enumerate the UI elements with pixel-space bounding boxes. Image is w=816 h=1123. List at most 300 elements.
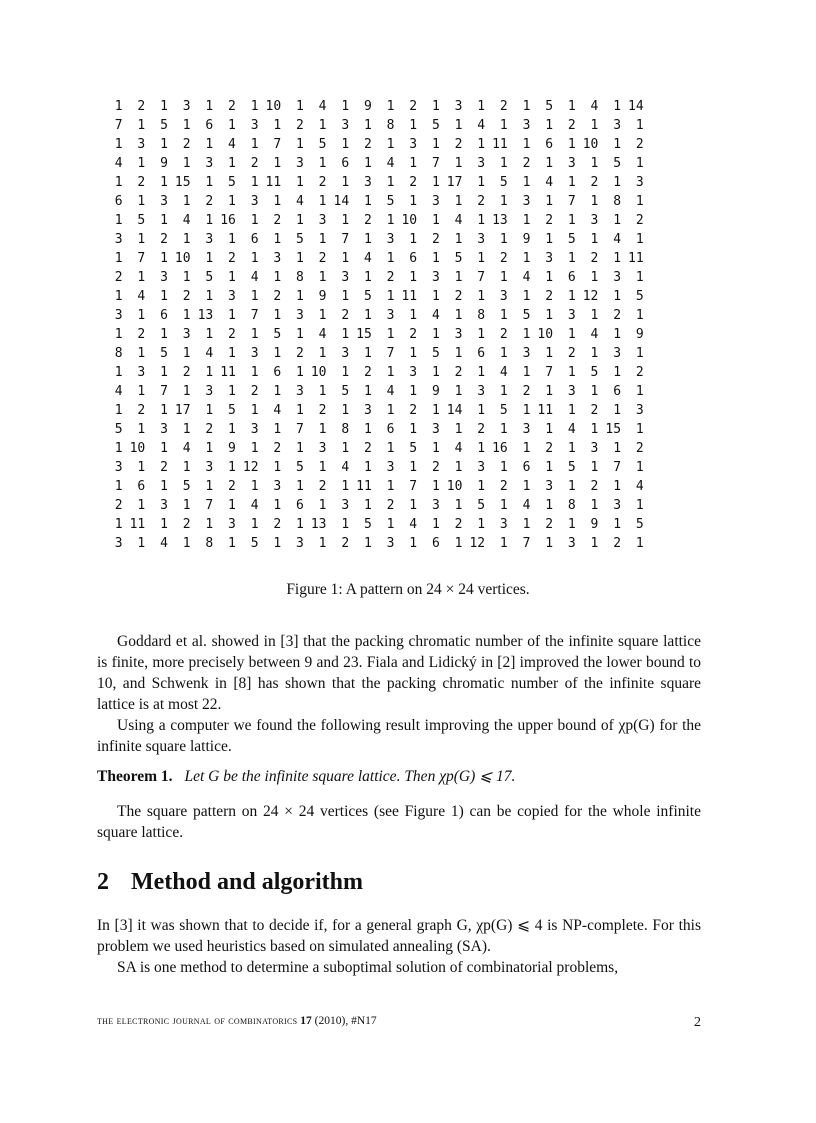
grid-cell: 1	[454, 346, 463, 361]
grid-cell: 1	[431, 289, 440, 304]
page-footer	[97, 1015, 701, 1031]
grid-cell: 1	[160, 327, 168, 342]
grid-cell: 1	[250, 175, 259, 190]
grid-cell: 7	[545, 365, 554, 380]
grid-cell: 1	[454, 194, 463, 209]
grid-cell: 7	[137, 251, 146, 266]
grid-cell: 6	[160, 308, 168, 323]
grid-cell: 1	[409, 194, 418, 209]
grid-cell: 7	[341, 232, 350, 247]
grid-cell: 3	[160, 270, 168, 285]
grid-cell: 1	[273, 270, 282, 285]
grid-cell: 3	[205, 384, 214, 399]
grid-cell: 2	[114, 270, 123, 285]
grid-cell: 1	[545, 194, 554, 209]
grid-cell: 5	[431, 346, 440, 361]
grid-cell: 3	[296, 308, 304, 323]
grid-cell: 1	[431, 479, 440, 494]
grid-cell: 1	[363, 422, 372, 437]
grid-cell: 1	[318, 536, 327, 551]
grid-cell: 3	[431, 498, 440, 513]
grid-cell: 11	[220, 365, 236, 380]
grid-cell: 1	[477, 365, 486, 380]
grid-cell: 10	[129, 441, 146, 456]
grid-cell: 1	[228, 346, 236, 361]
grid-cell: 2	[363, 137, 372, 152]
grid-cell: 1	[273, 118, 282, 133]
grid-cell: 14	[628, 99, 644, 114]
grid-cell: 1	[205, 365, 214, 380]
grid-cell: 1	[590, 422, 599, 437]
grid-cell: 1	[114, 517, 123, 532]
paragraph-goddard: Goddard et al. showed in [3] that the packing chromatic number of the infinite square lattice is finite, more precisely between 9 and 23. Fiala and Lidický in [2] improved the lower bound to 10, and Schwenk in [8] has shown that the packing chromatic number of the infinite square lattice is at most 22.	[97, 633, 701, 713]
grid-cell: 4	[182, 213, 191, 228]
grid-cell: 9	[522, 232, 531, 247]
grid-cell: 3	[273, 251, 282, 266]
grid-cell: 1	[341, 365, 350, 380]
grid-cell: 4	[499, 365, 508, 380]
grid-cell: 3	[613, 270, 622, 285]
grid-cell: 1	[363, 460, 372, 475]
grid-cell: 1	[318, 118, 327, 133]
grid-cell: 4	[318, 327, 327, 342]
grid-cell: 4	[590, 327, 599, 342]
grid-cell: 1	[431, 213, 440, 228]
grid-cell: 1	[318, 498, 327, 513]
grid-cell: 1	[635, 194, 644, 209]
grid-cell: 3	[205, 156, 214, 171]
grid-cell: 3	[273, 479, 282, 494]
grid-cell: 10	[401, 213, 418, 228]
grid-cell: 1	[545, 308, 554, 323]
grid-cell: 1	[409, 498, 418, 513]
grid-cell: 1	[522, 365, 531, 380]
grid-cell: 11	[356, 479, 372, 494]
grid-cell: 2	[567, 346, 576, 361]
grid-cell: 1	[590, 270, 599, 285]
grid-cell: 6	[431, 536, 440, 551]
grid-row	[100, 325, 644, 344]
grid-cell: 1	[182, 118, 191, 133]
grid-cell: 1	[522, 175, 531, 190]
grid-cell: 1	[137, 384, 146, 399]
grid-cell: 2	[273, 289, 282, 304]
grid-cell: 3	[205, 232, 214, 247]
grid-cell: 1	[228, 194, 236, 209]
grid-cell: 1	[273, 384, 282, 399]
grid-cell: 2	[363, 213, 372, 228]
grid-cell: 1	[590, 308, 599, 323]
grid-cell: 2	[477, 194, 486, 209]
footer-journal: the electronic journal of combinatorics	[97, 1015, 298, 1027]
grid-cell: 1	[160, 175, 168, 190]
grid-cell: 1	[499, 422, 508, 437]
grid-cell: 2	[499, 251, 508, 266]
grid-cell: 8	[296, 270, 304, 285]
grid-cell: 2	[635, 441, 644, 456]
grid-cell: 1	[182, 194, 191, 209]
grid-cell: 3	[431, 194, 440, 209]
grid-cell: 1	[205, 175, 214, 190]
grid-cell: 2	[545, 441, 554, 456]
grid-row	[100, 154, 644, 173]
grid-cell: 1	[545, 118, 554, 133]
grid-cell: 1	[160, 365, 168, 380]
grid-cell: 1	[499, 498, 508, 513]
grid-cell: 4	[250, 498, 259, 513]
grid-cell: 2	[590, 479, 599, 494]
grid-cell: 1	[205, 137, 214, 152]
grid-cell: 6	[567, 270, 576, 285]
grid-cell: 1	[296, 175, 304, 190]
figure-caption: Figure 1: A pattern on 24 × 24 vertices.	[286, 581, 530, 598]
grid-row	[100, 382, 644, 401]
grid-cell: 1	[341, 479, 350, 494]
grid-cell: 1	[613, 175, 622, 190]
grid-cell: 15	[174, 175, 191, 190]
grid-cell: 3	[454, 99, 463, 114]
grid-cell: 1	[250, 517, 259, 532]
grid-cell: 3	[296, 384, 304, 399]
grid-cell: 3	[409, 137, 418, 152]
grid-cell: 1	[114, 441, 123, 456]
grid-cell: 1	[341, 137, 350, 152]
grid-cell: 1	[477, 327, 486, 342]
grid-cell: 1	[296, 365, 304, 380]
grid-cell: 1	[522, 137, 531, 152]
grid-cell: 17	[174, 403, 191, 418]
section-heading	[97, 869, 363, 896]
grid-cell: 4	[522, 498, 531, 513]
grid-cell: 1	[613, 251, 622, 266]
grid-cell: 3	[228, 289, 236, 304]
grid-cell: 5	[363, 289, 372, 304]
grid-cell: 1	[160, 251, 168, 266]
grid-cell: 2	[590, 251, 599, 266]
grid-cell: 13	[492, 213, 508, 228]
grid-cell: 1	[499, 270, 508, 285]
grid-cell: 2	[182, 289, 191, 304]
grid-cell: 6	[613, 384, 622, 399]
grid-cell: 3	[341, 270, 350, 285]
grid-cell: 2	[409, 403, 418, 418]
grid-cell: 5	[137, 213, 146, 228]
grid-cell: 9	[228, 441, 236, 456]
grid-cell: 2	[613, 308, 622, 323]
grid-cell: 1	[386, 441, 395, 456]
grid-cell: 1	[454, 308, 463, 323]
grid-cell: 2	[499, 99, 508, 114]
grid-cell: 1	[386, 289, 395, 304]
grid-cell: 1	[205, 403, 214, 418]
grid-cell: 6	[522, 460, 531, 475]
grid-cell: 1	[454, 422, 463, 437]
grid-cell: 1	[137, 232, 146, 247]
grid-cell: 1	[635, 156, 644, 171]
grid-cell: 1	[296, 403, 304, 418]
grid-row	[100, 420, 644, 439]
grid-cell: 1	[590, 498, 599, 513]
grid-cell: 1	[363, 194, 372, 209]
grid-cell: 1	[137, 498, 146, 513]
grid-cell: 1	[273, 156, 282, 171]
grid-cell: 1	[635, 118, 644, 133]
grid-cell: 3	[522, 422, 531, 437]
grid-cell: 1	[137, 194, 146, 209]
grid-cell: 4	[522, 270, 531, 285]
grid-cell: 11	[537, 403, 554, 418]
grid-cell: 1	[567, 137, 576, 152]
grid-cell: 3	[296, 536, 304, 551]
grid-cell: 5	[341, 384, 350, 399]
grid-cell: 1	[409, 308, 418, 323]
grid-cell: 2	[635, 137, 644, 152]
grid-cell: 1	[318, 308, 327, 323]
grid-cell: 2	[431, 460, 440, 475]
grid-cell: 1	[431, 137, 440, 152]
grid-cell: 1	[363, 536, 372, 551]
grid-cell: 3	[386, 308, 395, 323]
grid-row	[100, 268, 644, 287]
grid-cell: 2	[545, 289, 554, 304]
grid-cell: 1	[477, 289, 486, 304]
grid-row	[100, 363, 644, 382]
grid-cell: 1	[160, 99, 168, 114]
grid-row	[100, 496, 644, 515]
grid-cell: 1	[296, 99, 304, 114]
grid-cell: 10	[265, 99, 282, 114]
grid-cell: 6	[205, 118, 214, 133]
grid-cell: 2	[545, 213, 554, 228]
grid-cell: 1	[250, 403, 259, 418]
grid-cell: 1	[613, 137, 622, 152]
grid-cell: 5	[273, 327, 282, 342]
grid-cell: 1	[590, 232, 599, 247]
grid-cell: 2	[522, 156, 531, 171]
grid-row	[100, 116, 644, 135]
grid-cell: 1	[567, 517, 576, 532]
grid-cell: 2	[205, 422, 214, 437]
grid-cell: 5	[409, 441, 418, 456]
grid-cell: 1	[341, 327, 350, 342]
grid-row	[100, 401, 644, 420]
grid-cell: 1	[454, 384, 463, 399]
grid-cell: 1	[522, 441, 531, 456]
grid-cell: 1	[431, 517, 440, 532]
grid-cell: 8	[386, 118, 395, 133]
grid-cell: 1	[386, 99, 395, 114]
grid-cell: 10	[582, 137, 599, 152]
grid-cell: 4	[341, 460, 350, 475]
grid-cell: 1	[363, 232, 372, 247]
grid-cell: 1	[431, 327, 440, 342]
grid-cell: 1	[499, 346, 508, 361]
grid-cell: 1	[182, 536, 191, 551]
grid-cell: 7	[409, 479, 418, 494]
grid-cell: 1	[635, 308, 644, 323]
grid-cell: 1	[205, 441, 214, 456]
grid-cell: 4	[590, 99, 599, 114]
grid-cell: 2	[341, 536, 350, 551]
grid-cell: 2	[477, 422, 486, 437]
grid-cell: 9	[160, 156, 168, 171]
grid-cell: 8	[341, 422, 350, 437]
grid-cell: 1	[522, 289, 531, 304]
grid-cell: 2	[635, 213, 644, 228]
grid-cell: 6	[477, 346, 486, 361]
grid-cell: 1	[635, 270, 644, 285]
grid-cell: 7	[296, 422, 304, 437]
grid-cell: 1	[114, 251, 123, 266]
grid-cell: 1	[318, 422, 327, 437]
grid-cell: 1	[545, 346, 554, 361]
grid-cell: 3	[341, 498, 350, 513]
grid-cell: 1	[114, 137, 123, 152]
grid-cell: 1	[545, 536, 554, 551]
grid-cell: 1	[545, 384, 554, 399]
grid-cell: 1	[409, 346, 418, 361]
grid-cell: 1	[160, 403, 168, 418]
grid-cell: 5	[522, 308, 531, 323]
grid-cell: 5	[296, 232, 304, 247]
grid-cell: 1	[160, 479, 168, 494]
grid-cell: 11	[628, 251, 644, 266]
grid-cell: 1	[205, 213, 214, 228]
grid-cell: 3	[431, 270, 440, 285]
grid-cell: 1	[205, 99, 214, 114]
grid-cell: 5	[499, 403, 508, 418]
grid-cell: 2	[409, 99, 418, 114]
grid-cell: 1	[296, 137, 304, 152]
paragraph-computer-result: Using a computer we found the following result improving the upper bound of χp(G) for the infinite square lattice.	[97, 717, 701, 755]
grid-cell: 1	[635, 460, 644, 475]
grid-cell: 3	[590, 213, 599, 228]
grid-cell: 1	[613, 403, 622, 418]
grid-cell: 2	[635, 365, 644, 380]
grid-cell: 3	[182, 99, 191, 114]
grid-cell: 1	[635, 536, 644, 551]
grid-row	[100, 287, 644, 306]
grid-cell: 1	[318, 384, 327, 399]
grid-cell: 3	[477, 460, 486, 475]
grid-cell: 9	[318, 289, 327, 304]
grid-cell: 4	[454, 213, 463, 228]
grid-cell: 2	[296, 346, 304, 361]
grid-cell: 3	[386, 232, 395, 247]
grid-cell: 10	[174, 251, 191, 266]
grid-cell: 3	[205, 460, 214, 475]
grid-cell: 4	[567, 422, 576, 437]
grid-cell: 3	[341, 346, 350, 361]
grid-cell: 1	[635, 232, 644, 247]
grid-cell: 3	[160, 422, 168, 437]
grid-cell: 1	[613, 517, 622, 532]
grid-cell: 3	[114, 308, 123, 323]
grid-cell: 1	[250, 327, 259, 342]
grid-cell: 7	[386, 346, 395, 361]
grid-cell: 6	[273, 365, 282, 380]
grid-cell: 1	[477, 479, 486, 494]
grid-cell: 1	[590, 384, 599, 399]
grid-cell: 1	[318, 460, 327, 475]
grid-cell: 1	[273, 460, 282, 475]
grid-cell: 2	[273, 213, 282, 228]
grid-cell: 14	[446, 403, 463, 418]
grid-cell: 1	[477, 403, 486, 418]
grid-cell: 1	[341, 213, 350, 228]
grid-cell: 1	[160, 289, 168, 304]
grid-cell: 5	[182, 479, 191, 494]
grid-cell: 4	[545, 175, 554, 190]
grid-cell: 3	[522, 194, 531, 209]
footer-year-number: (2010), #N17	[314, 1015, 377, 1027]
grid-cell: 1	[363, 346, 372, 361]
grid-row	[100, 477, 644, 496]
grid-cell: 1	[228, 460, 236, 475]
grid-cell: 5	[250, 536, 259, 551]
grid-cell: 1	[386, 175, 395, 190]
grid-cell: 1	[499, 460, 508, 475]
grid-cell: 1	[499, 194, 508, 209]
grid-cell: 3	[545, 251, 554, 266]
grid-cell: 5	[228, 175, 236, 190]
grid-cell: 4	[296, 194, 304, 209]
grid-cell: 5	[114, 422, 123, 437]
grid-cell: 1	[545, 498, 554, 513]
grid-cell: 1	[228, 536, 236, 551]
grid-cell: 1	[522, 251, 531, 266]
grid-cell: 5	[160, 346, 168, 361]
grid-cell: 3	[341, 118, 350, 133]
grid-cell: 1	[250, 213, 259, 228]
grid-cell: 2	[137, 175, 146, 190]
grid-cell: 1	[567, 213, 576, 228]
grid-cell: 2	[522, 384, 531, 399]
grid-cell: 4	[273, 403, 282, 418]
grid-cell: 1	[182, 346, 191, 361]
grid-cell: 3	[635, 403, 644, 418]
grid-cell: 2	[228, 251, 236, 266]
grid-cell: 2	[160, 460, 168, 475]
grid-cell: 7	[273, 137, 282, 152]
grid-cell: 1	[114, 403, 123, 418]
grid-cell: 1	[590, 460, 599, 475]
grid-cell: 7	[522, 536, 531, 551]
grid-cell: 3	[613, 498, 622, 513]
grid-cell: 3	[477, 156, 486, 171]
grid-cell: 5	[590, 365, 599, 380]
grid-cell: 4	[363, 251, 372, 266]
grid-cell: 5	[477, 498, 486, 513]
grid-cell: 1	[477, 213, 486, 228]
grid-cell: 13	[310, 517, 327, 532]
grid-cell: 1	[409, 536, 418, 551]
grid-cell: 1	[386, 403, 395, 418]
grid-cell: 1	[409, 232, 418, 247]
grid-cell: 1	[296, 289, 304, 304]
grid-cell: 1	[454, 232, 463, 247]
grid-cell: 5	[613, 156, 622, 171]
grid-cell: 2	[205, 194, 214, 209]
footer-volume: 17	[300, 1015, 312, 1027]
grid-cell: 1	[341, 441, 350, 456]
grid-cell: 2	[318, 251, 327, 266]
grid-cell: 1	[228, 384, 236, 399]
grid-cell: 4	[431, 308, 440, 323]
grid-cell: 5	[499, 175, 508, 190]
grid-cell: 3	[499, 289, 508, 304]
grid-cell: 2	[137, 99, 146, 114]
